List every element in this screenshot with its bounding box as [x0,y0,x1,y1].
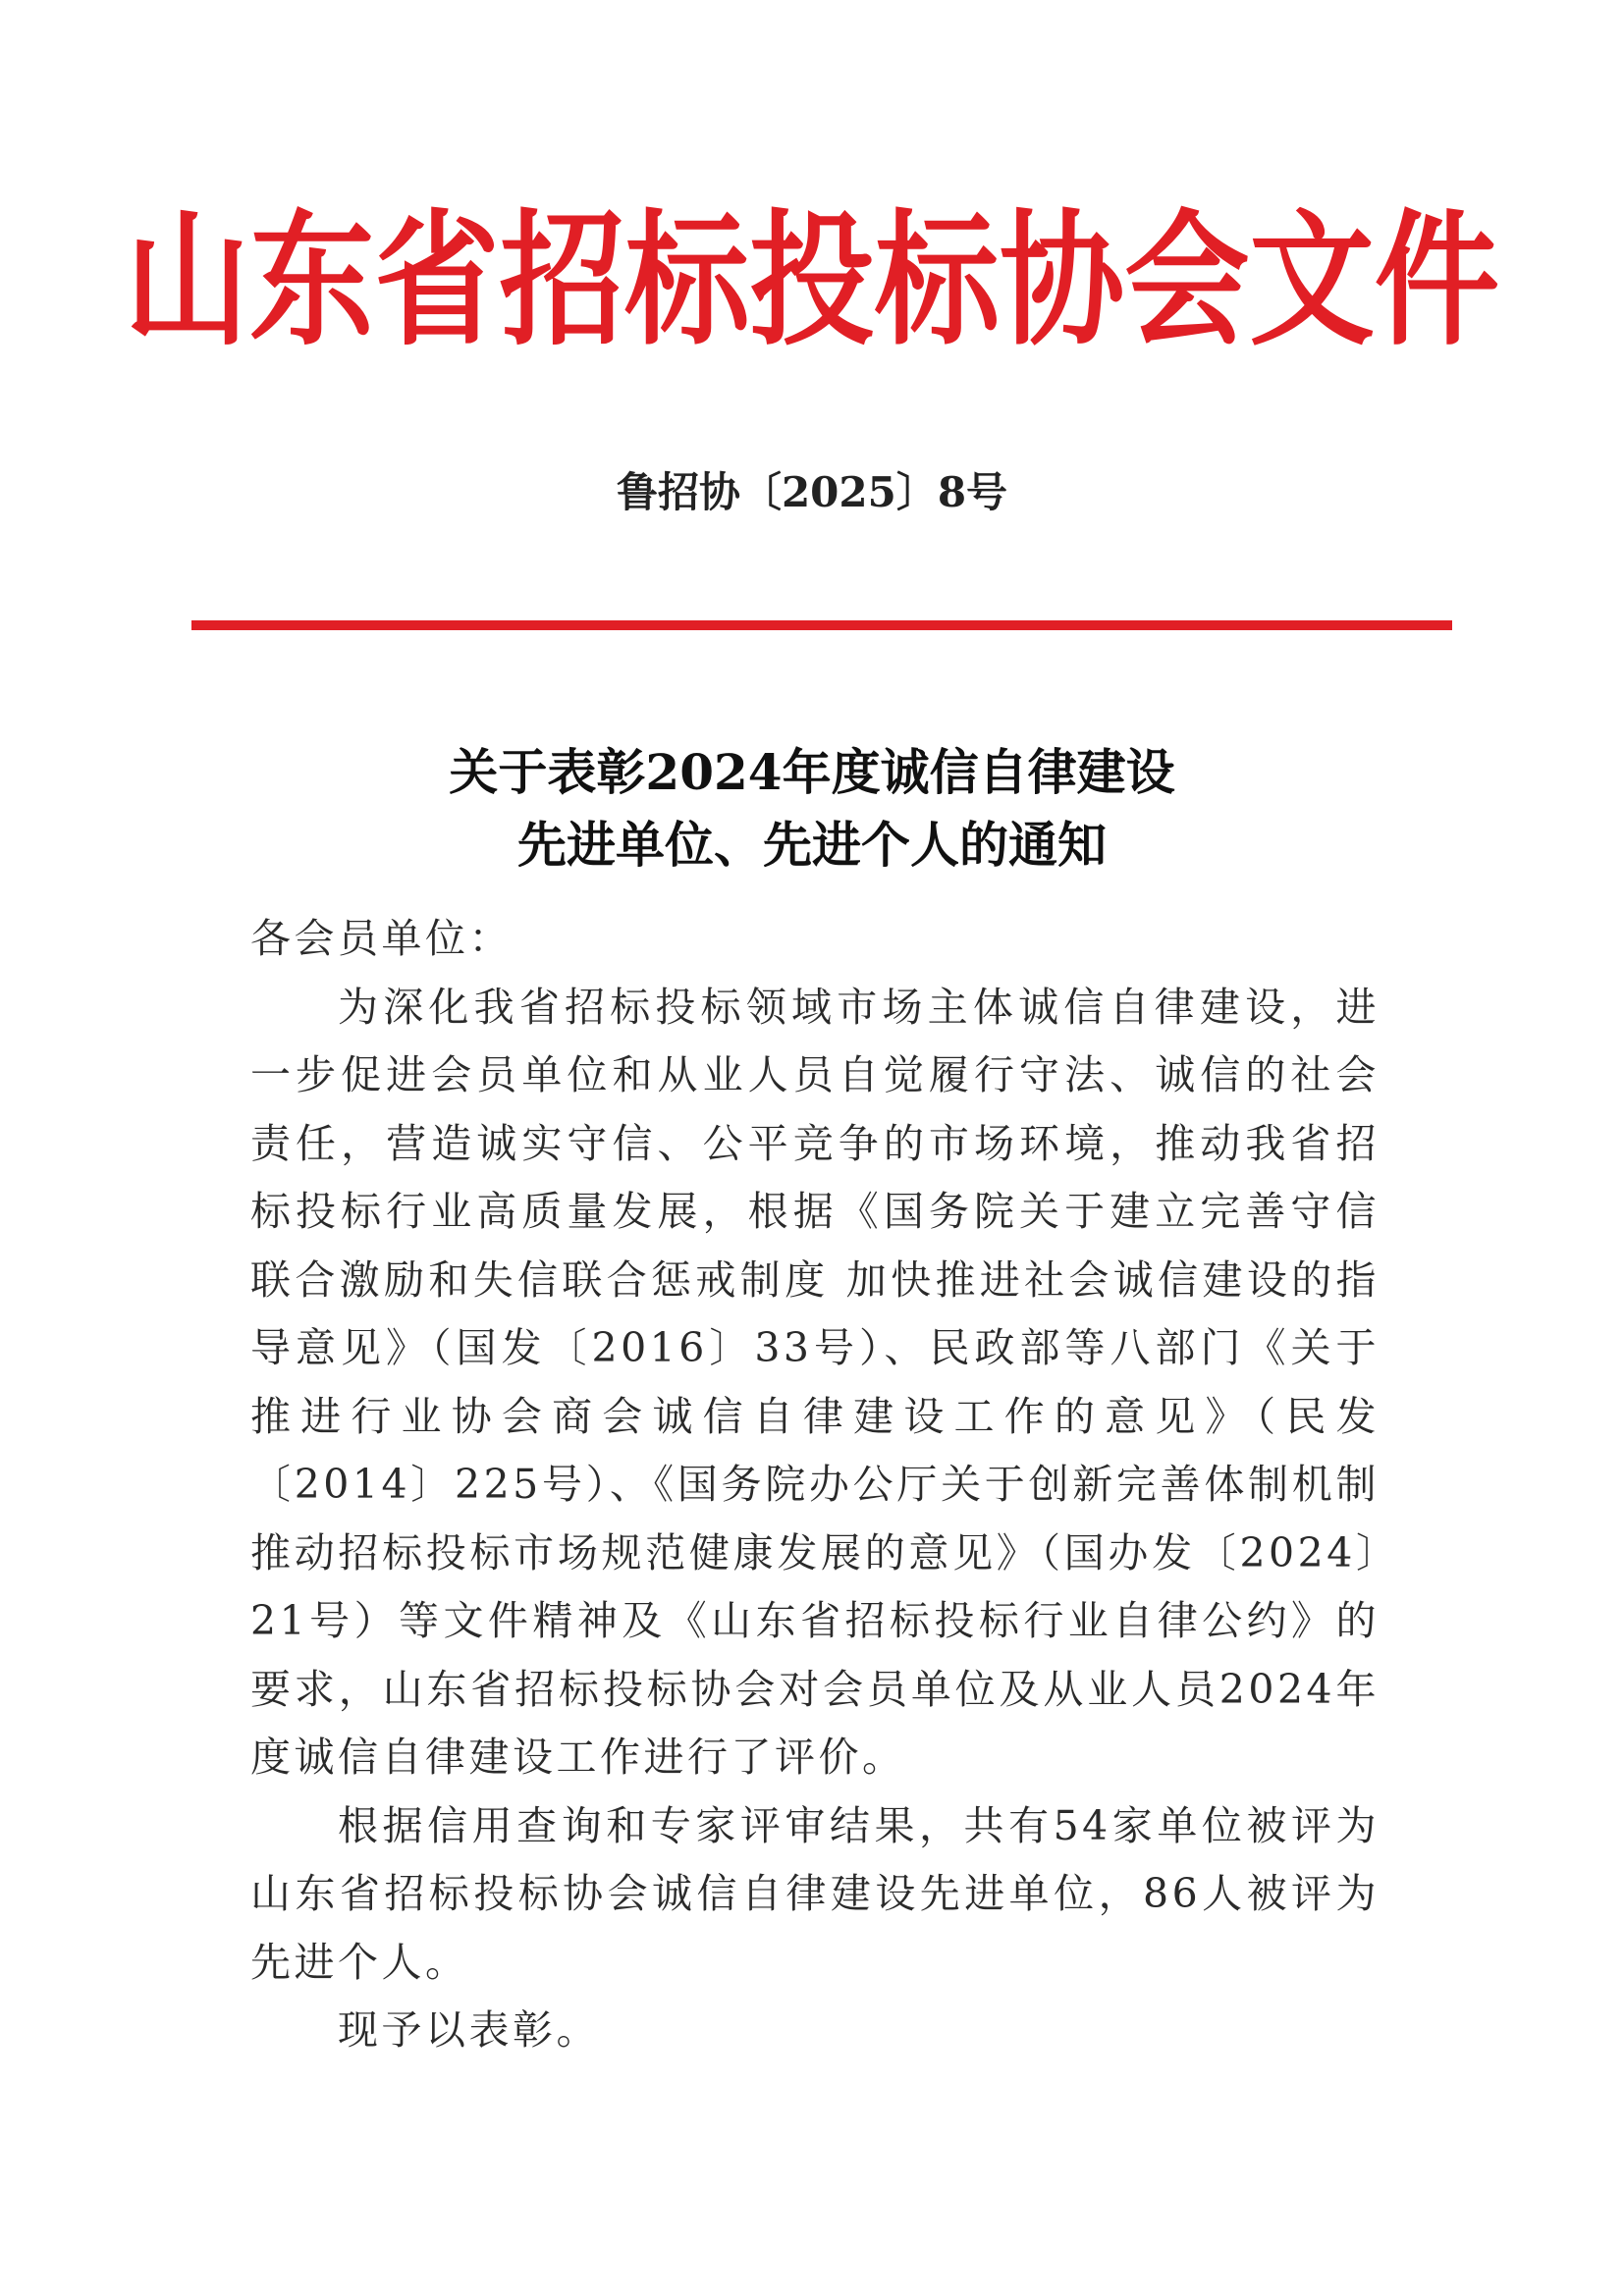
salutation: 各会员单位： [250,915,513,962]
notice-title [0,736,1624,881]
body-paragraph-2: 根据信用查询和专家评审结果，共有54家单位被评为山东省招标投标协会诚信自律建设先进单位，86人被评为先进个人。 [250,1801,1380,1986]
body-paragraph-3: 现予以表彰。 [338,2006,600,2054]
document-number: 鲁招协〔2025〕8号 [616,468,1008,516]
notice-title-line-2: 先进单位、先进个人的通知 [517,816,1107,874]
notice-body [250,905,1380,2065]
body-paragraph-1: 为深化我省招标投标领域市场主体诚信自律建设，进一步促进会员单位和从业人员自觉履行守法、诚信的社会责任，营造诚实守信、公平竞争的市场环境，推动我省招标投标行业高质量发展，根据《国务院关于建立完善守信联合激励和失信联合惩戒制度 加快推进社会诚信建设的指导意见》（国发〔2016〕33号）、民政部等八部门《关于推进行业协会商会诚信自律建设工作的意见》（民发〔2014〕225号）、《国务院办公厅关于创新完善体制机制推动招标投标市场规范健康发展的意见》（国办发〔2024〕21号）等文件精神及《山东省招标投标行业自律公约》的要求，山东省招标投标协会对会员单位及从业人员2024年度诚信自律建设工作进行了评价。 [250,983,1380,1781]
org-masthead-title: 山东省招标投标协会文件 [124,194,1500,365]
red-divider-rule [191,620,1452,630]
notice-title-line-1: 关于表彰2024年度诚信自律建设 [449,743,1175,801]
